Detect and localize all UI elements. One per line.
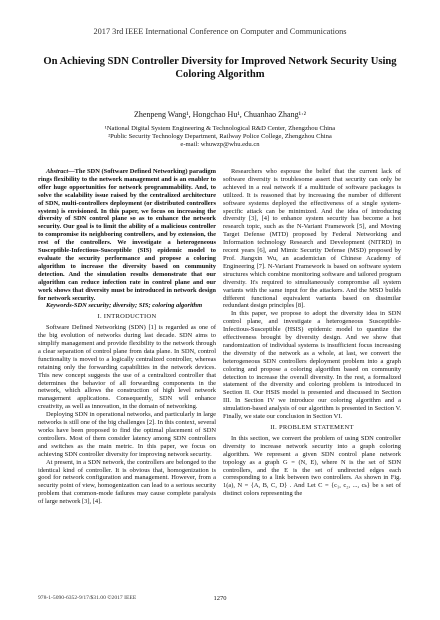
intro-paragraph-1: Software Defined Networking (SDN) [1] is regarded as one of the big evolution of networks during last decade. SDN aims to simplify management and provide flexibility to the network through a clear separation of control plane from data plane. In SDN, control functionality is moved to a logically centralized controller, whereas retaining only the forwarding capabilities in the network devices. This new concept suggests the use of a centralized controller that determines the behavior of all forwarding components in the network, which allows the construction of high level network management applications. Consequently, SDN will enhance creativity, as well as innovation, in the domain of networking. bbox=[38, 324, 216, 411]
section-heading-problem-statement: II. PROBLEM STATEMENT bbox=[270, 424, 354, 431]
section-heading-introduction: I. INTRODUCTION bbox=[97, 313, 157, 321]
conference-header: 2017 3rd IEEE International Conference on Computer and Communications bbox=[93, 27, 347, 36]
right-column bbox=[223, 168, 401, 498]
problem-paragraph-1: In this section, we convert the problem of using SDN controller diversity to increase network security into a graph coloring algorithm. We represent a given SDN control plane network topology as a graph G = (N, E), where N is the set of SDN controllers, and the E is the set of undirected edges each corresponding to a link between two controllers. As shown in Fig. 1(a), N = {A, B, C, D} . And Let C = {c₁, c₂, ..., cₖ} be s set of distinct colors representing the bbox=[223, 434, 401, 498]
affiliation-2: ²Public Security Technology Department, Railway Police College, Zhengzhou China bbox=[108, 133, 332, 140]
abstract-label: Abstract bbox=[46, 168, 69, 175]
keywords: Keywords-SDN security; diversity; SIS; coloring algorithm bbox=[46, 302, 203, 310]
author-list: Zhenpeng Wang¹, Hongchao Hu¹, Chuanhao Zhang¹·² bbox=[133, 110, 307, 119]
intro-paragraph-5: In this paper, we propose to adopt the diversity idea in SDN control plane, and investigate a heterogeneous Susceptible-Infectious-Susceptible (HSIS) epidemic model to quantize the effectiveness brought by diversity design. And we show that randomization of individual systems is insufficient focus increasing the diversity of the network as a whole, at last, we convert the heterogeneous SDN controllers deployment problem into a graph coloring and propose a coloring algorithm based on community detection to increase the overall diversity. In the rest, a formalized statement of the diversity and coloring problem is introduced in Section II. Our HSIS model is presented and discussed in Section III. In Section IV we introduce our coloring algorithm and a simulation-based analysis of our algorithm is presented in Section V. Finally, we state our conclusion in Section VI. bbox=[223, 310, 401, 421]
intro-paragraph-3: At present, in a SDN network, the controllers are belonged to the identical kind of controller. It is obvious that, homogenization is good for network configuration and management. However, from a security point of view, homogenization can lead to a serious security problem that common-mode failures may cause complete paralysis of large network [3], [4]. bbox=[38, 458, 216, 506]
paper-title: On Achieving SDN Controller Diversity for Improved Network Security Using Coloring Algorithm bbox=[43, 56, 397, 80]
abstract-text: —The SDN (Software Defined Networking) paradigm rings flexibility to the network management and is an enabler to offer huge opportunities for network programmability. And, to solve the scalability issue raised by the centralized architecture of SDN, multi-controllers deployment (or distributed controllers system) is envisioned. In this paper, we focus on increasing the diversity of SDN control plane so as to enhance the network security. Our goal is to limit the ability of a malicious controller to compromise its neighboring controllers, and by extension, the rest of the controllers. We investigate a heterogeneous Susceptible-Infectious-Susceptible (SIS) epidemic model to evaluate the security performance and propose a coloring algorithm to increase the diversity based on community detection. And the simulation results demonstrate that our algorithm can reduce infection rate in control plane and our work shows that diversity must be introduced in network design for network security. bbox=[38, 168, 216, 302]
intro-paragraph-2: Deploying SDN in operational networks, and particularly in large networks is still one of the big challenges [2]. In this context, several works have been proposed to find the optimal placement of SDN controllers. Most of them consider latency among SDN controllers and switches as the main metric. In this paper, we focus on achieving SDN controller diversity for improving network security. bbox=[38, 411, 216, 458]
intro-paragraph-4: Researchers who espouse the belief that the current lack of software diversity is troublesome assert that security can only be achieved in a real network if a multitude of software packages is utilized. It is reasoned that by increasing the number of different software systems deployed the effectiveness of a single system-specific attack can be minimized. And the idea of introducing diversity [3], [4] to enhance system security has become a hot research topic, such as the N-Variant Framework [5], and Moving Target Defense (MTD) proposed by Federal Networking and Information technology Research and Development (NITRD) in recent years [6], and Mimic Security Defense (MSD) proposed by Prof. Jiangxin Wu, an academician of Chinese Academy of Engineering [7]. N-Variant Framework is based on software system structures which combine monitoring software and tailored program diversity. It's required to simultaneously compromise all system variants with the same input for the attackers. And the MSD builds different functional equivalent variants based on dissimilar redundant design principles [8]. bbox=[223, 168, 401, 310]
affiliation-1: ¹National Digital System Engineering & Technological R&D Center, Zhengzhou China bbox=[104, 125, 336, 132]
left-column bbox=[38, 168, 216, 506]
abstract bbox=[38, 168, 216, 302]
page-number: 1270 bbox=[213, 595, 227, 602]
author-email: e-mail: whuwzp@whu.edu.cn bbox=[180, 141, 260, 148]
footer-isbn: 978-1-5090-6352-9/17/$31.00 ©2017 IEEE bbox=[38, 595, 137, 601]
